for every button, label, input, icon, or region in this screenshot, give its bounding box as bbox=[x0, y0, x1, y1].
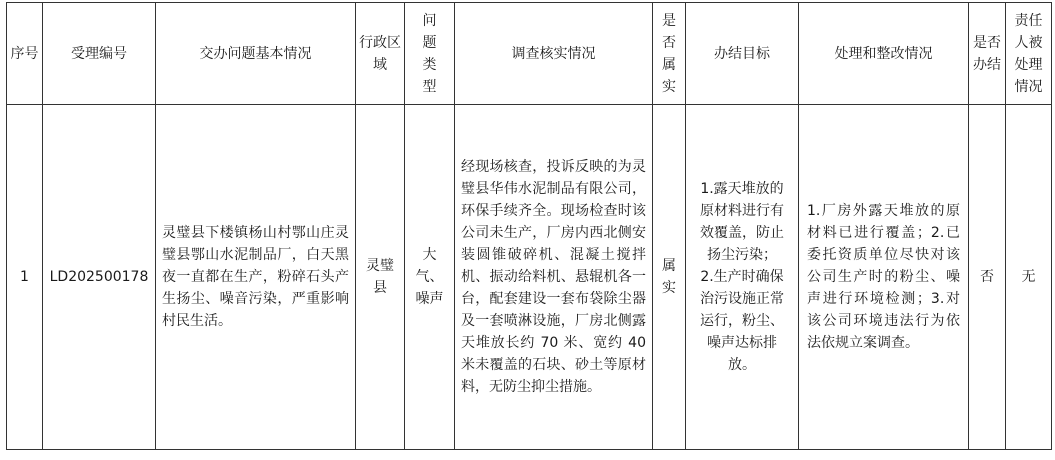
cell-investigation: 经现场核查，投诉反映的为灵璧县华伟水泥制品有限公司，环保手续齐全。现场检查时该公司未生产，厂房内西北侧安装圆锥破碎机、混凝土搅拌机、振动给料机、悬辊机各一台，配套建设一套布袋除尘器及一套喷淋设施，厂房北侧露天堆放长约 70 米、宽约 40 米未覆盖的石块、砂土等原材料，无防尘抑尘措施。 bbox=[455, 105, 653, 450]
table-row bbox=[7, 105, 1052, 450]
cell-problem: 灵璧县下楼镇杨山村鄂山庄灵璧县鄂山水泥制品厂，白天黑夜一直都在生产，粉碎石头产生扬尘、噪音污染，严重影响村民生活。 bbox=[156, 105, 356, 450]
header-investigation: 调查核实情况 bbox=[455, 3, 653, 105]
header-seq: 序号 bbox=[7, 3, 43, 105]
header-problem: 交办问题基本情况 bbox=[156, 3, 356, 105]
header-region: 行政区域 bbox=[356, 3, 405, 105]
header-responsible: 责任人被处理情况 bbox=[1006, 3, 1052, 105]
cell-handling: 1.厂房外露天堆放的原材料已进行覆盖；2.已委托资质单位尽快对该公司生产时的粉尘、噪声进行环境检测；3.对该公司环境违法行为依法依规立案调查。 bbox=[799, 105, 969, 450]
complaint-table bbox=[6, 2, 1052, 450]
cell-target: 1.露天堆放的原材料进行有效覆盖，防止扬尘污染； 2.生产时确保治污设施正常运行，粉尘、噪声达标排放。 bbox=[686, 105, 799, 450]
header-type: 问题类型 bbox=[405, 3, 455, 105]
header-target: 办结目标 bbox=[686, 3, 799, 105]
cell-responsible: 无 bbox=[1006, 105, 1052, 450]
header-case-no: 受理编号 bbox=[43, 3, 156, 105]
cell-seq: 1 bbox=[7, 105, 43, 450]
header-closed: 是否办结 bbox=[969, 3, 1006, 105]
header-verified: 是否属实 bbox=[653, 3, 686, 105]
cell-case-no: LD202500178 bbox=[43, 105, 156, 450]
cell-type: 大气、噪声 bbox=[405, 105, 455, 450]
cell-closed: 否 bbox=[969, 105, 1006, 450]
header-handling: 处理和整改情况 bbox=[799, 3, 969, 105]
header-row bbox=[7, 3, 1052, 105]
cell-verified: 属实 bbox=[653, 105, 686, 450]
cell-region: 灵璧县 bbox=[356, 105, 405, 450]
